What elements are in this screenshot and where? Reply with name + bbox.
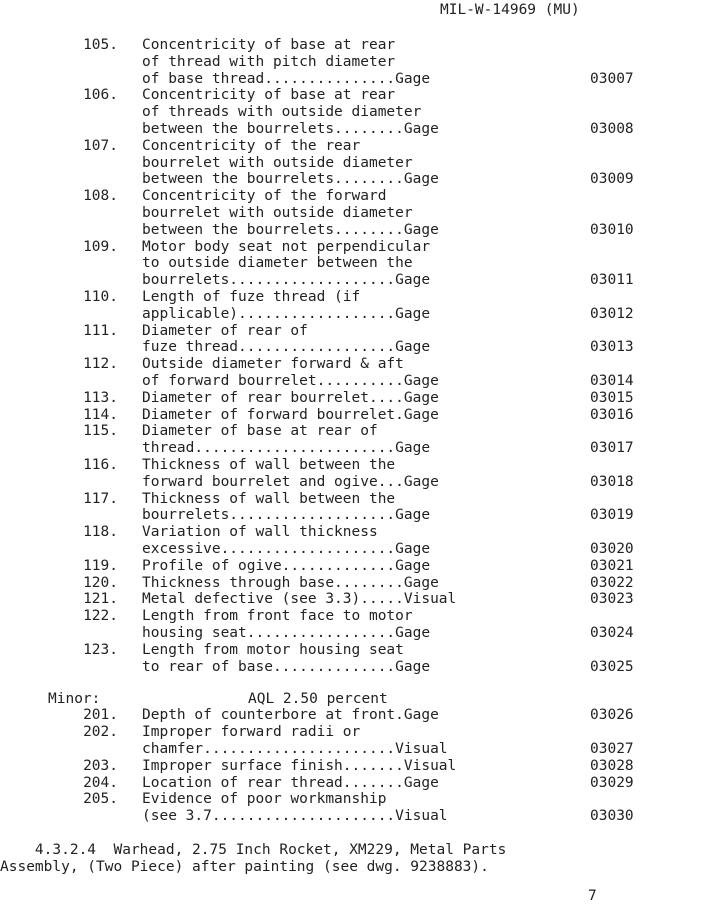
item-number: 121. [83,591,118,608]
item-description-line: to outside diameter between the [142,255,413,272]
item-description-line: Thickness through base........Gage [142,574,439,591]
item-number: 115. [83,423,118,440]
item-description-line: Profile of ogive.............Gage [142,557,431,574]
defect-code: 03014 [590,373,634,389]
item-description-line: Motor body seat not perpendicular [142,238,431,255]
item-description-line: fuze thread..................Gage [142,339,431,356]
item-description-line: forward bourrelet and ogive...Gage [142,473,439,490]
item-description-line: of threads with outside diameter [142,104,422,121]
item-description-line: Concentricity of the rear [142,137,361,154]
item-description-line: Improper forward radii or [142,724,361,741]
item-description-line: Diameter of forward bourrelet.Gage [142,406,439,423]
item-description-line: to rear of base..............Gage [142,658,431,675]
defect-code: 03015 [590,389,634,406]
item-number: 203. [83,757,118,774]
defect-code: 03026 [590,707,634,724]
item-description-line: Length of fuze thread (if [142,289,361,305]
minor-label: Minor: [48,690,101,707]
item-number: 205. [83,791,118,808]
item-number: 123. [83,641,118,658]
item-description-line: between the bourrelets........Gage [142,171,439,188]
item-description-line: Location of rear thread.......Gage [142,774,439,791]
item-number: 112. [83,356,118,373]
item-description-line: (see 3.7.....................Visual [142,808,448,825]
item-description-line: housing seat.................Gage [142,625,431,641]
defect-code: 03021 [590,557,634,574]
item-number: 106. [83,87,118,104]
item-description-line: Concentricity of base at rear [142,37,396,53]
defect-code: 03030 [590,808,634,825]
item-number: 204. [83,774,118,791]
item-description-line: Outside diameter forward & aft [142,356,404,373]
defect-code: 03010 [590,221,634,238]
item-description-line: bourrelets...................Gage [142,507,431,524]
item-description-line: of base thread...............Gage [142,70,431,87]
item-number: 122. [83,608,118,625]
item-number: 119. [83,557,118,574]
item-description-line: bourrelet with outside diameter [142,205,413,221]
defect-code: 03025 [590,658,634,675]
item-number: 202. [83,724,118,741]
defect-code: 03028 [590,757,634,774]
defect-code: 03009 [590,171,634,188]
page-number: 7 [588,888,597,904]
defect-code: 03027 [590,740,634,757]
defect-code: 03016 [590,406,634,423]
item-description-line: of forward bourrelet..........Gage [142,373,439,389]
item-number: 105. [83,37,118,53]
item-description-line: Evidence of poor workmanship [142,791,387,808]
document-header: MIL-W-14969 (MU) [440,2,580,18]
item-description-line: Depth of counterbore at front.Gage [142,707,439,724]
item-description-line: Length from front face to motor [142,608,413,625]
item-description-line: bourrelets...................Gage [142,272,431,289]
item-description-line: of thread with pitch diameter [142,53,396,70]
item-number: 107. [83,137,118,154]
item-description-line: excessive....................Gage [142,541,431,557]
item-number: 111. [83,322,118,339]
defect-code: 03022 [590,574,634,591]
item-number: 108. [83,188,118,205]
item-description-line: chamfer......................Visual [142,740,448,757]
item-description-line: thread.......................Gage [142,440,431,457]
item-number: 114. [83,406,118,423]
defect-code: 03029 [590,774,634,791]
item-number: 117. [83,490,118,507]
aql-label: AQL 2.50 percent [248,690,388,707]
defect-code: 03012 [590,305,634,322]
item-description-line: between the bourrelets........Gage [142,221,439,238]
item-description-line: Improper surface finish.......Visual [142,757,457,774]
defect-code: 03013 [590,339,634,356]
item-description-line: Concentricity of base at rear [142,87,396,104]
item-description-line: Length from motor housing seat [142,641,404,658]
item-description-line: bourrelet with outside diameter [142,154,413,171]
item-description-line: applicable)..................Gage [142,305,431,322]
item-description-line: Variation of wall thickness [142,524,378,541]
item-number: 201. [83,707,118,724]
item-description-line: between the bourrelets........Gage [142,121,439,137]
defect-code: 03023 [590,591,634,608]
item-description-line: Metal defective (see 3.3).....Visual [142,591,457,608]
defect-code: 03018 [590,473,634,490]
item-description-line: Diameter of rear of [142,322,308,339]
defect-code: 03024 [590,625,634,641]
defect-code: 03011 [590,272,634,289]
item-description-line: Concentricity of the forward [142,188,387,205]
defect-code: 03019 [590,507,634,524]
section-paragraph-line: Assembly, (Two Piece) after painting (see dwg. 9238883). [0,858,489,875]
item-description-line: Diameter of rear bourrelet....Gage [142,389,439,406]
item-number: 110. [83,289,118,305]
defect-code: 03017 [590,440,634,457]
item-number: 118. [83,524,118,541]
defect-code: 03008 [590,121,634,137]
item-number: 113. [83,389,118,406]
defect-code: 03020 [590,541,634,557]
item-description-line: Thickness of wall between the [142,457,396,473]
item-description-line: Thickness of wall between the [142,490,396,507]
item-description-line: Diameter of base at rear of [142,423,378,440]
item-number: 116. [83,457,118,473]
item-number: 120. [83,574,118,591]
section-paragraph-line: 4.3.2.4 Warhead, 2.75 Inch Rocket, XM229, Metal Parts [0,841,507,858]
item-number: 109. [83,238,118,255]
defect-code: 03007 [590,70,634,87]
